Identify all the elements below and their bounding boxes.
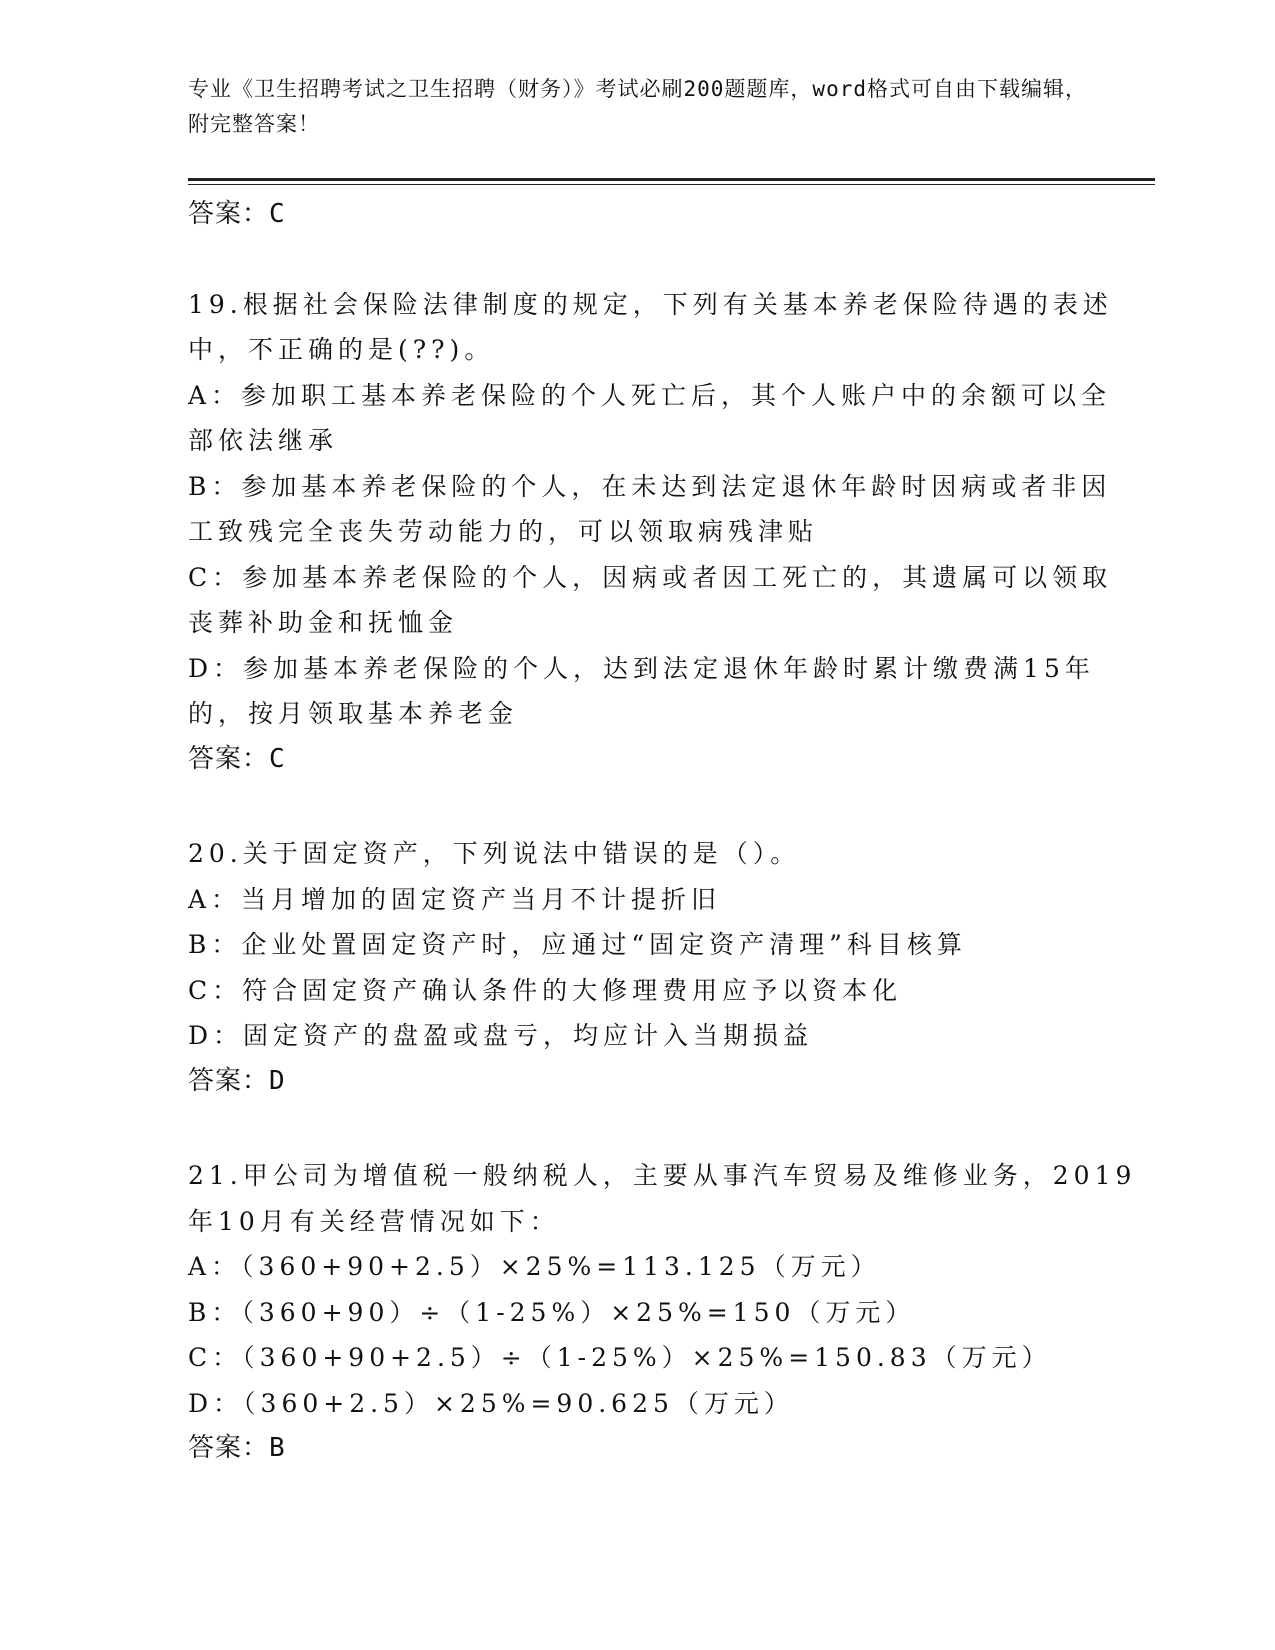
document-body	[188, 192, 1137, 1472]
option-d-line: D：固定资产的盘盈或盘亏，均应计入当期损益	[188, 1021, 814, 1050]
question-text-line: 20.关于固定资产，下列说法中错误的是（）。	[188, 839, 801, 868]
option-a-line: A：当月增加的固定资产当月不计提折旧	[188, 884, 722, 914]
spacer	[188, 782, 1088, 831]
option-d-line: D：（360+2.5）×25%=90.625（万元）	[188, 1388, 794, 1418]
question-text-line: 中，不正确的是(??)。	[188, 335, 495, 364]
option-a-line: A：参加职工基本养老保险的个人死亡后，其个人账户中的余额可以全	[188, 380, 1112, 410]
answer-label: 答案：	[188, 743, 270, 774]
question-19	[188, 282, 1113, 783]
answer-line	[188, 737, 1088, 783]
option-b-line: B：（360+90）÷（1-25%）×25%=150（万元）	[188, 1297, 916, 1327]
option-d-line: D：参加基本养老保险的个人，达到法定退休年龄时累计缴费满15年	[188, 653, 1095, 683]
question-20	[188, 831, 1088, 1104]
option-b-line: B：企业处置固定资产时，应通过“固定资产清理”科目核算	[188, 930, 967, 959]
answer-line	[188, 1059, 1088, 1105]
option-c-line: C：符合固定资产确认条件的大修理费用应予以资本化	[188, 975, 903, 1005]
answer-value: C	[269, 743, 286, 774]
header-rule-thin	[188, 184, 1155, 185]
answer-label: 答案：	[188, 1065, 270, 1096]
option-a-line: 部依法继承	[188, 426, 339, 455]
document-header: 专业《卫生招聘考试之卫生招聘（财务）》考试必刷200题题库，word格式可自由下载编辑，附完整答案！	[188, 77, 1087, 136]
answer-value: C	[269, 199, 286, 229]
question-text-line: 年10月有关经营情况如下：	[188, 1206, 560, 1236]
spacer	[188, 238, 1088, 282]
option-d-line: 的，按月领取基本养老金	[188, 699, 519, 728]
question-21	[188, 1153, 1137, 1472]
option-b-line: 工致残完全丧失劳动能力的，可以领取病残津贴	[188, 517, 819, 546]
option-c-line: C：参加基本养老保险的个人，因病或者因工死亡的，其遗属可以领取	[188, 562, 1113, 592]
question-text-line: 19.根据社会保险法律制度的规定，下列有关基本养老保险待遇的表述	[188, 289, 1113, 319]
option-c-line: C：（360+90+2.5）÷（1-25%）×25%=150.83（万元）	[188, 1343, 1052, 1372]
answer-value: D	[269, 1065, 286, 1096]
answer-line	[188, 1426, 1088, 1472]
header-rule-thick	[188, 178, 1155, 181]
question-text-line: 21.甲公司为增值税一般纳税人，主要从事汽车贸易及维修业务，2019	[188, 1161, 1137, 1190]
answer-label: 答案：	[188, 199, 270, 229]
option-c-line: 丧葬补助金和抚恤金	[188, 608, 459, 637]
option-b-line: B：参加基本养老保险的个人，在未达到法定退休年龄时因病或者非因	[188, 471, 1112, 501]
answer-value: B	[269, 1433, 286, 1463]
answer-line	[188, 192, 1088, 238]
answer-label: 答案：	[188, 1433, 270, 1463]
spacer	[188, 1104, 1088, 1153]
option-a-line: A：（360+90+2.5）×25%=113.125（万元）	[188, 1252, 881, 1281]
